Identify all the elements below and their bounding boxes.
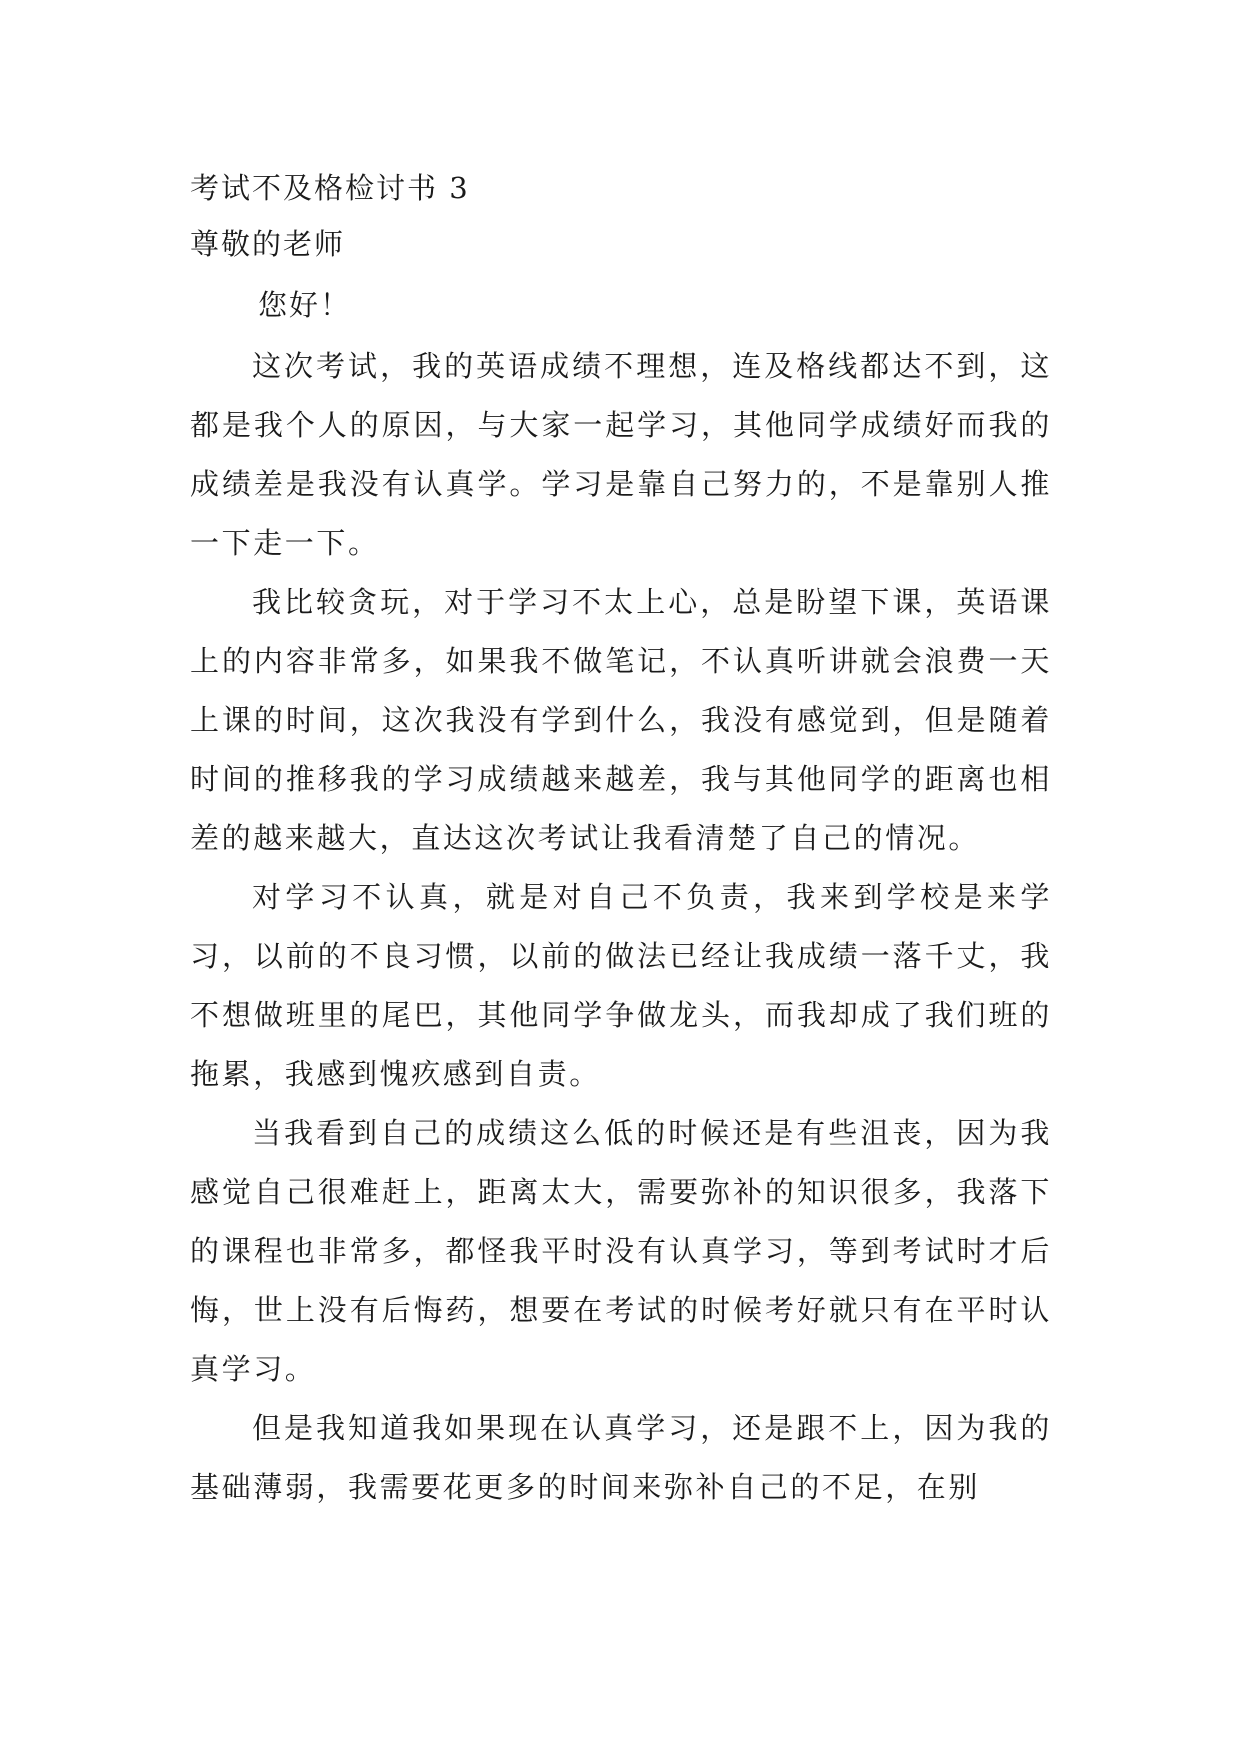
- paragraph-5: 但是我知道我如果现在认真学习，还是跟不上，因为我的基础薄弱，我需要花更多的时间来弥补自己的不足，在别: [190, 1411, 1052, 1504]
- letter-body: [190, 337, 1052, 1517]
- paragraph-3: 对学习不认真，就是对自己不负责，我来到学校是来学习，以前的不良习惯，以前的做法已经让我成绩一落千丈，我不想做班里的尾巴，其他同学争做龙头，而我却成了我们班的拖累，我感到愧疚感到自责。: [190, 880, 1052, 1091]
- document-title: 考试不及格检讨书 3: [190, 171, 470, 205]
- salutation: 尊敬的老师: [190, 227, 346, 261]
- paragraph-1: 这次考试，我的英语成绩不理想，连及格线都达不到，这都是我个人的原因，与大家一起学习，其他同学成绩好而我的成绩差是我没有认真学。学习是靠自己努力的，不是靠别人推一下走一下。: [190, 349, 1052, 560]
- paragraph-2: 我比较贪玩，对于学习不太上心，总是盼望下课，英语课上的内容非常多，如果我不做笔记，不认真听讲就会浪费一天上课的时间，这次我没有学到什么，我没有感觉到，但是随着时间的推移我的学习成绩越来越差，我与其他同学的距离也相差的越来越大，直达这次考试让我看清楚了自己的情况。: [190, 585, 1052, 855]
- greeting: 您好！: [258, 288, 352, 322]
- paragraph-4: 当我看到自己的成绩这么低的时候还是有些沮丧，因为我感觉自己很难赶上，距离太大，需要弥补的知识很多，我落下的课程也非常多，都怪我平时没有认真学习，等到考试时才后悔，世上没有后悔药，想要在考试的时候考好就只有在平时认真学习。: [190, 1116, 1052, 1386]
